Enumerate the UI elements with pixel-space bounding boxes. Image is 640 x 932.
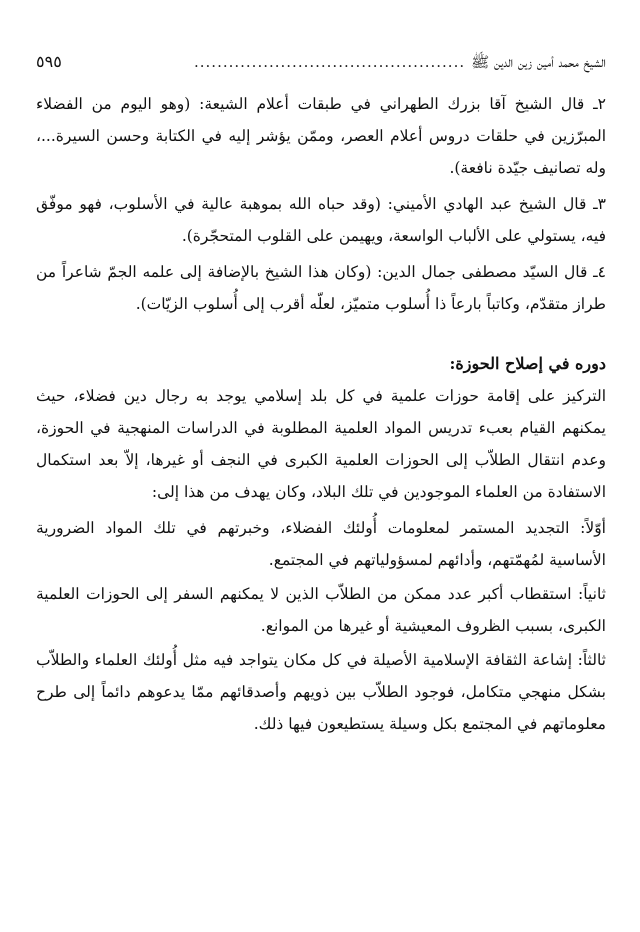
section-spacer	[36, 324, 606, 348]
page-header	[36, 52, 606, 80]
point-first: أوّلاً: التجديد المستمر لمعلومات أُولئك الفضلاء، وخبرتهم في تلك المواد الضرورية الأساسية لمُهمّتهم، وأدائهم لمسؤولياتهم في المجتمع.	[36, 519, 606, 569]
point-second: ثانياً: استقطاب أكبر عدد ممكن من الطلاّب الذين لا يمكنهم السفر إلى الحوزات العلمية الكبرى، بسبب الظروف المعيشية أو غيرها من الموانع.	[36, 585, 606, 635]
quote-paragraph-4: ٤ـ قال السيّد مصطفى جمال الدين: (وكان هذا الشيخ بالإضافة إلى علمه الجمّ شاعراً من طراز متقدّم، وكاتباً بارعاً ذا أُسلوب متميّز، لعلّه أقرب إلى أُسلوب الزيّات).	[36, 263, 606, 313]
quote-paragraph-3: ٣ـ قال الشيخ عبد الهادي الأميني: (وقد حباه الله بموهبة عالية في الأسلوب، فهو موفّق فيه، يستولي على الألباب الواسعة، ويهيمن على القلوب المتحجّرة).	[36, 195, 606, 245]
section-heading: دوره في إصلاح الحوزة:	[449, 354, 606, 373]
point-third: ثالثاً: إشاعة الثقافة الإسلامية الأصيلة في كل مكان يتواجد فيه مثل أُولئك العلماء والطلاّب بشكل منهجي متكامل، فوجود الطلاّب بين ذويهم وأصدقائهم ممّا يدعوهم دائماً إلى طرح معلوماتهم في المجتمع بكل وسيلة يستطيعون فيها ذلك.	[36, 651, 606, 733]
book-page	[36, 52, 606, 742]
quote-paragraph-2: ٢ـ قال الشيخ آقا بزرك الطهراني في طبقات أعلام الشيعة: (وهو اليوم من الفضلاء المبرّزين في حلقات دروس أعلام العصر، وممّن يؤشر إليه في الكتابة وحسن السيرة...، وله تصانيف جيّدة نافعة).	[36, 95, 606, 177]
dot-leader: ...............................................	[194, 53, 466, 71]
running-title: الشيخ محمد أمين زين الدين ﷺ	[471, 53, 606, 71]
page-number: ٥٩٥	[36, 52, 62, 71]
section-intro-paragraph: التركيز على إقامة حوزات علمية في كل بلد إسلامي يوجد به رجال دين فضلاء، حيث يمكنهم القيام بعبء تدريس المواد العلمية المطلوبة في الدراسات المنهجية في الحوزة، وعدم انتقال الطلاّب إلى الحوزات العلمية الكبرى في النجف أو غيرها، إلاّ بعد استكمال الاستفادة من العلماء الموجودين في تلك البلاد، وكان يهدف من هذا إلى:	[36, 387, 606, 501]
